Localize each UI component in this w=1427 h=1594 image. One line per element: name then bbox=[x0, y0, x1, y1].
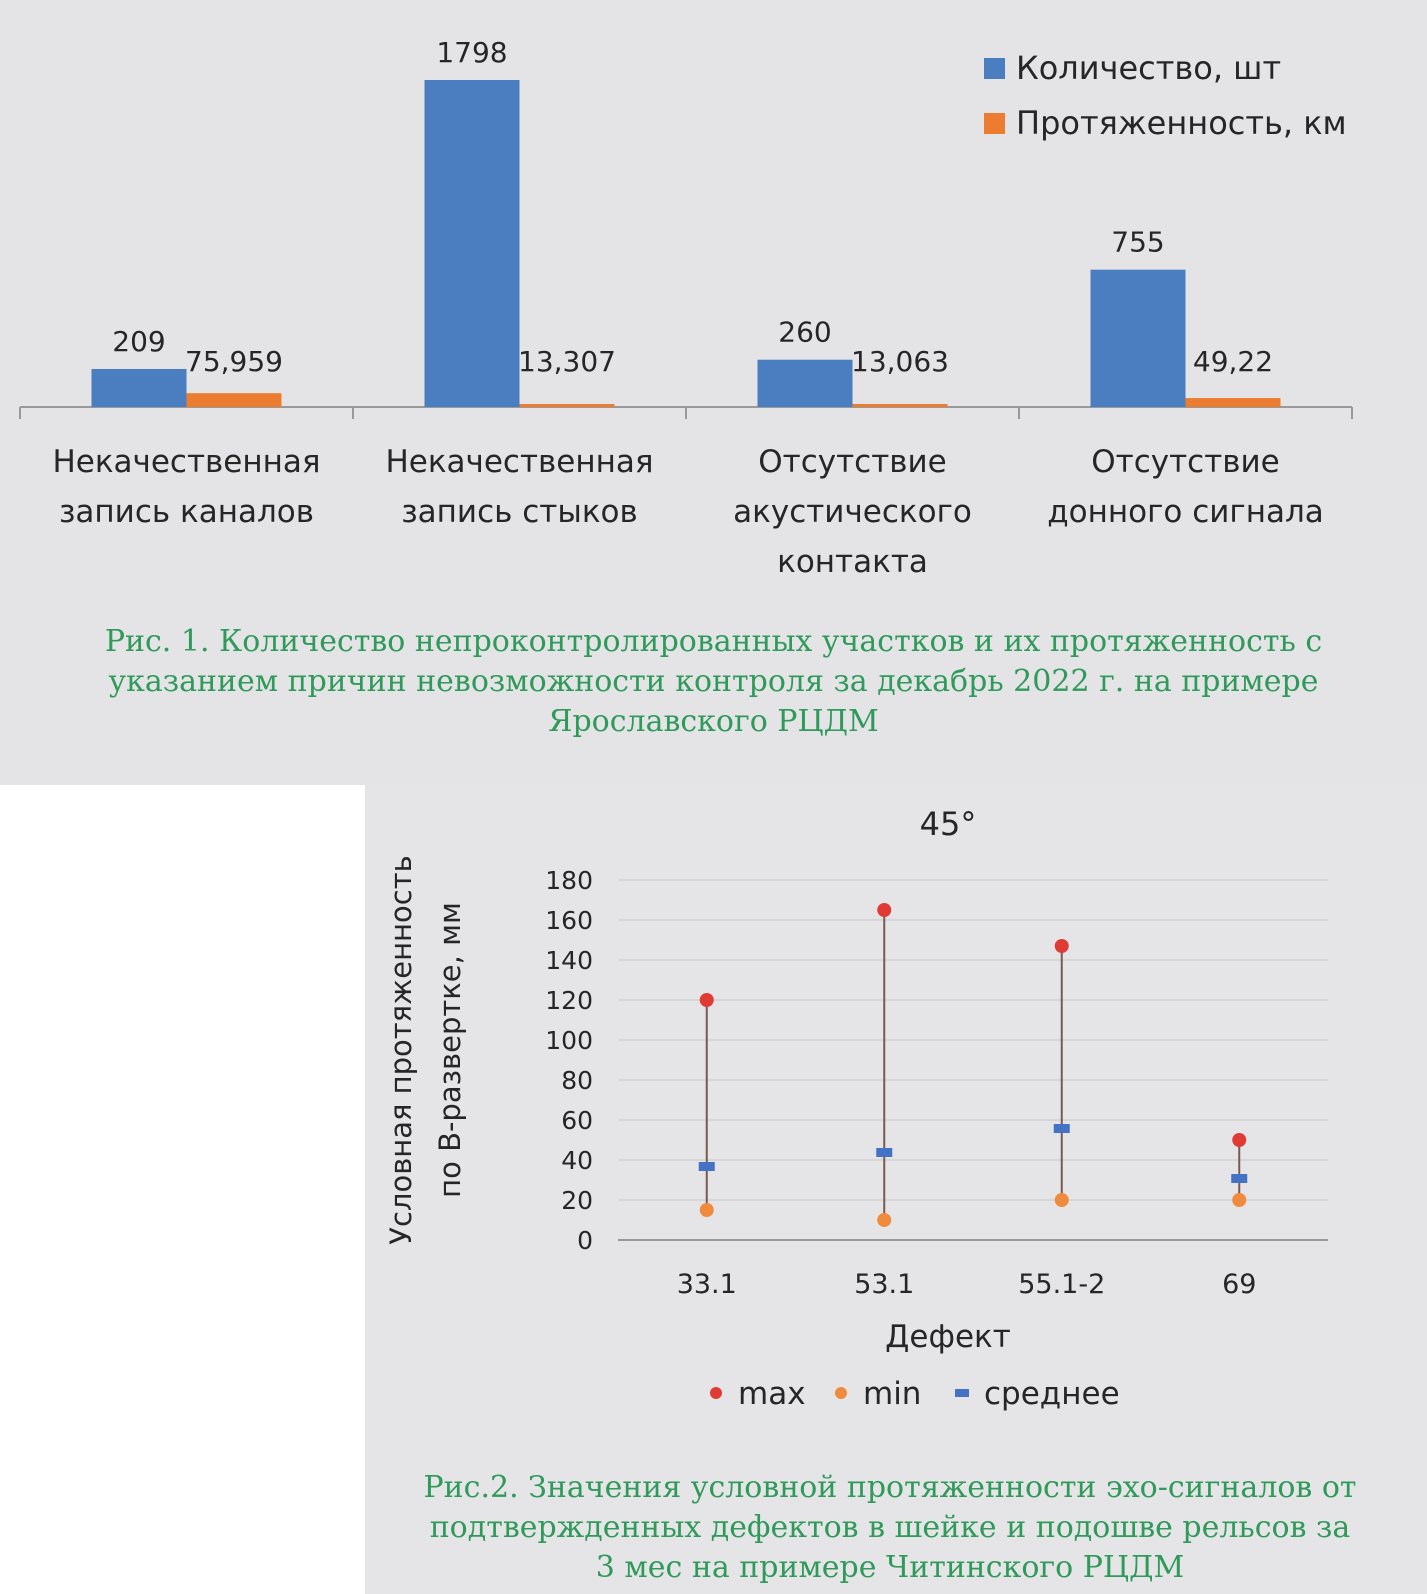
y-axis-label: по В-развертке, мм bbox=[433, 902, 467, 1198]
y-tick-label: 40 bbox=[561, 1146, 593, 1175]
y-tick-label: 180 bbox=[545, 866, 593, 895]
x-tick-label: донного сигнала bbox=[1047, 494, 1324, 530]
x-tick-label: Некачественная bbox=[52, 444, 321, 480]
caption-line: подтвержденных дефектов в шейке и подошве рельсов за bbox=[429, 1510, 1351, 1545]
caption-line: Ярославского РЦДМ bbox=[548, 704, 879, 739]
y-tick-label: 0 bbox=[577, 1226, 593, 1255]
x-tick-label: Отсутствие bbox=[758, 444, 947, 480]
marker-min bbox=[1232, 1193, 1246, 1207]
legend-marker bbox=[835, 1387, 847, 1399]
x-tick-label: запись стыков bbox=[401, 494, 638, 530]
marker-min bbox=[877, 1213, 891, 1227]
x-tick-label: контакта bbox=[777, 544, 928, 580]
x-tick-label: 33.1 bbox=[676, 1269, 737, 1300]
legend-label: min bbox=[863, 1376, 922, 1412]
legend-label: max bbox=[738, 1376, 806, 1412]
marker-max bbox=[877, 903, 891, 917]
x-tick-label: акустического bbox=[733, 494, 972, 530]
data-label: 75,959 bbox=[185, 345, 283, 378]
caption-line: Рис. 1. Количество непроконтролированных участков и их протяженность с bbox=[104, 624, 1323, 659]
marker-max bbox=[1232, 1133, 1246, 1147]
legend-marker bbox=[710, 1387, 722, 1399]
y-tick-label: 140 bbox=[545, 946, 593, 975]
y-tick-label: 20 bbox=[561, 1186, 593, 1215]
marker-min bbox=[1055, 1193, 1069, 1207]
caption-line: указанием причин невозможности контроля за декабрь 2022 г. на примере bbox=[108, 664, 1319, 699]
x-tick-label: Некачественная bbox=[385, 444, 654, 480]
marker-mean bbox=[1054, 1124, 1070, 1133]
y-tick-label: 120 bbox=[545, 986, 593, 1015]
y-tick-label: 60 bbox=[561, 1106, 593, 1135]
figure-1-caption bbox=[40, 622, 1387, 742]
y-tick-label: 80 bbox=[561, 1066, 593, 1095]
data-label: 260 bbox=[778, 315, 832, 349]
y-tick-label: 100 bbox=[545, 1026, 593, 1055]
marker-max bbox=[700, 993, 714, 1007]
y-axis-label: Условная протяженность bbox=[384, 855, 418, 1245]
figure-2-caption bbox=[385, 1468, 1395, 1588]
x-axis-label: Дефект bbox=[885, 1319, 1011, 1355]
legend-label: Количество, шт bbox=[1016, 49, 1282, 87]
x-tick-label: 69 bbox=[1222, 1269, 1257, 1300]
x-tick-label: 55.1-2 bbox=[1018, 1269, 1106, 1300]
data-label: 13,307 bbox=[518, 345, 616, 378]
legend-label: среднее bbox=[984, 1376, 1120, 1412]
x-tick-label: Отсутствие bbox=[1091, 444, 1280, 480]
marker-mean bbox=[876, 1148, 892, 1157]
chart-title: 45° bbox=[919, 805, 977, 843]
data-label: 13,063 bbox=[851, 345, 949, 378]
legend-marker bbox=[955, 1389, 969, 1397]
data-label: 1798 bbox=[436, 36, 508, 69]
caption-line: Рис.2. Значения условной протяженности эхо-сигналов от bbox=[423, 1470, 1357, 1505]
x-tick-label: 53.1 bbox=[854, 1269, 915, 1300]
marker-mean bbox=[699, 1162, 715, 1171]
legend-label: Протяженность, км bbox=[1016, 104, 1347, 142]
x-tick-label: запись каналов bbox=[58, 494, 315, 530]
data-label: 49,22 bbox=[1192, 345, 1274, 378]
marker-max bbox=[1055, 939, 1069, 953]
marker-min bbox=[700, 1203, 714, 1217]
y-tick-label: 160 bbox=[545, 906, 593, 935]
caption-line: 3 мес на примере Читинского РЦДМ bbox=[595, 1550, 1185, 1585]
data-label: 755 bbox=[1111, 225, 1165, 259]
marker-mean bbox=[1231, 1174, 1247, 1183]
data-label: 209 bbox=[112, 324, 166, 358]
